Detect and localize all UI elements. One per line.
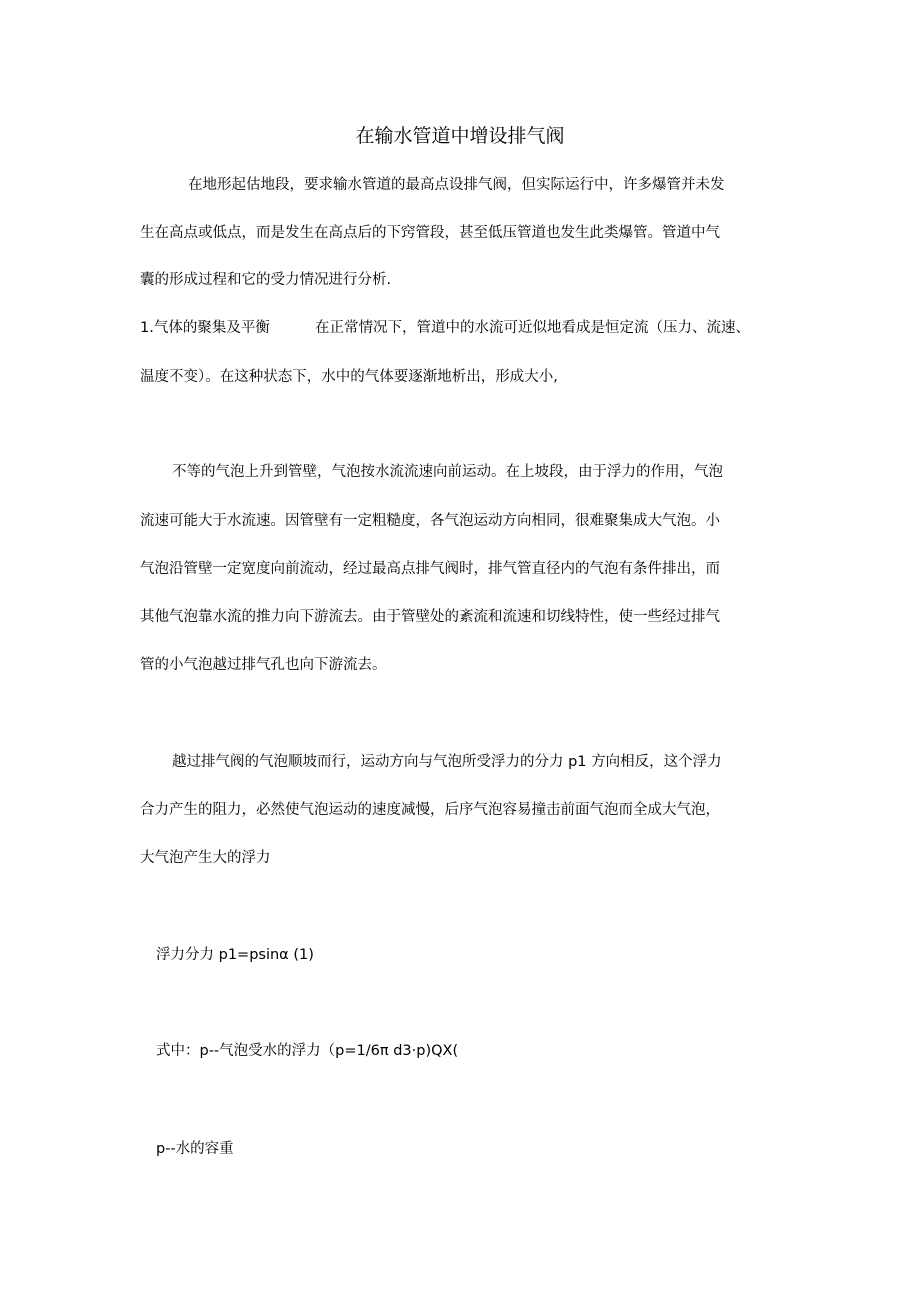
section-1-line-1: 在正常情况下，管道中的水流可近似地看成是恒定流（压力、流速、 <box>315 320 750 336</box>
section-1-line-2: 温度不变）。在这种状态下，水中的气体要逐渐地析出，形成大小, <box>140 369 558 385</box>
paragraph-2-line-1: 不等的气泡上升到管壁，气泡按水流流速向前运动。在上坡段，由于浮力的作用，气泡 <box>172 464 723 480</box>
paragraph-3-line-2: 合力产生的阻力，必然使气泡运动的速度减慢，后序气泡容易撞击前面气泡而全成大气泡， <box>140 802 720 818</box>
paragraph-2-line-4: 其他气泡靠水流的推力向下游流去。由于管壁处的紊流和流速和切线特性，使一些经过排气 <box>140 609 720 625</box>
section-1-heading: 1.气体的聚集及平衡 <box>140 320 270 336</box>
paragraph-3-line-3: 大气泡产生大的浮力 <box>140 850 271 866</box>
formula-line: 浮力分力 p1=psinα (1) <box>156 947 314 963</box>
formula-explanation-2: p--水的容重 <box>156 1141 234 1157</box>
formula-explanation: 式中：p--气泡受水的浮力（p=1/6π d3·p)QX( <box>156 1043 459 1059</box>
paragraph-2-line-2: 流速可能大于水流速。因管壁有一定粗糙度，各气泡运动方向相同，很难聚集成大气泡。小 <box>140 513 720 529</box>
paragraph-2-line-5: 管的小气泡越过排气孔也向下游流去。 <box>140 657 387 673</box>
paragraph-1-line-1: 在地形起估地段，要求输水管道的最高点设排气阀，但实际运行中，许多爆管并未发 <box>188 177 725 193</box>
page-title: 在输水管道中增设排气阀 <box>355 125 565 147</box>
paragraph-1-line-2: 生在高点或低点，而是发生在高点后的下窍管段，甚至低压管道也发生此类爆管。管道中气 <box>140 225 720 241</box>
paragraph-2-line-3: 气泡沿管壁一定宽度向前流动，经过最高点排气阀时，排气管直径内的气泡有条件排出，而 <box>140 561 720 577</box>
paragraph-1-line-3: 囊的形成过程和它的受力情况进行分析. <box>140 272 392 288</box>
paragraph-3-line-1: 越过排气阀的气泡顺坡而行，运动方向与气泡所受浮力的分力 p1 方向相反，这个浮力 <box>172 754 722 770</box>
